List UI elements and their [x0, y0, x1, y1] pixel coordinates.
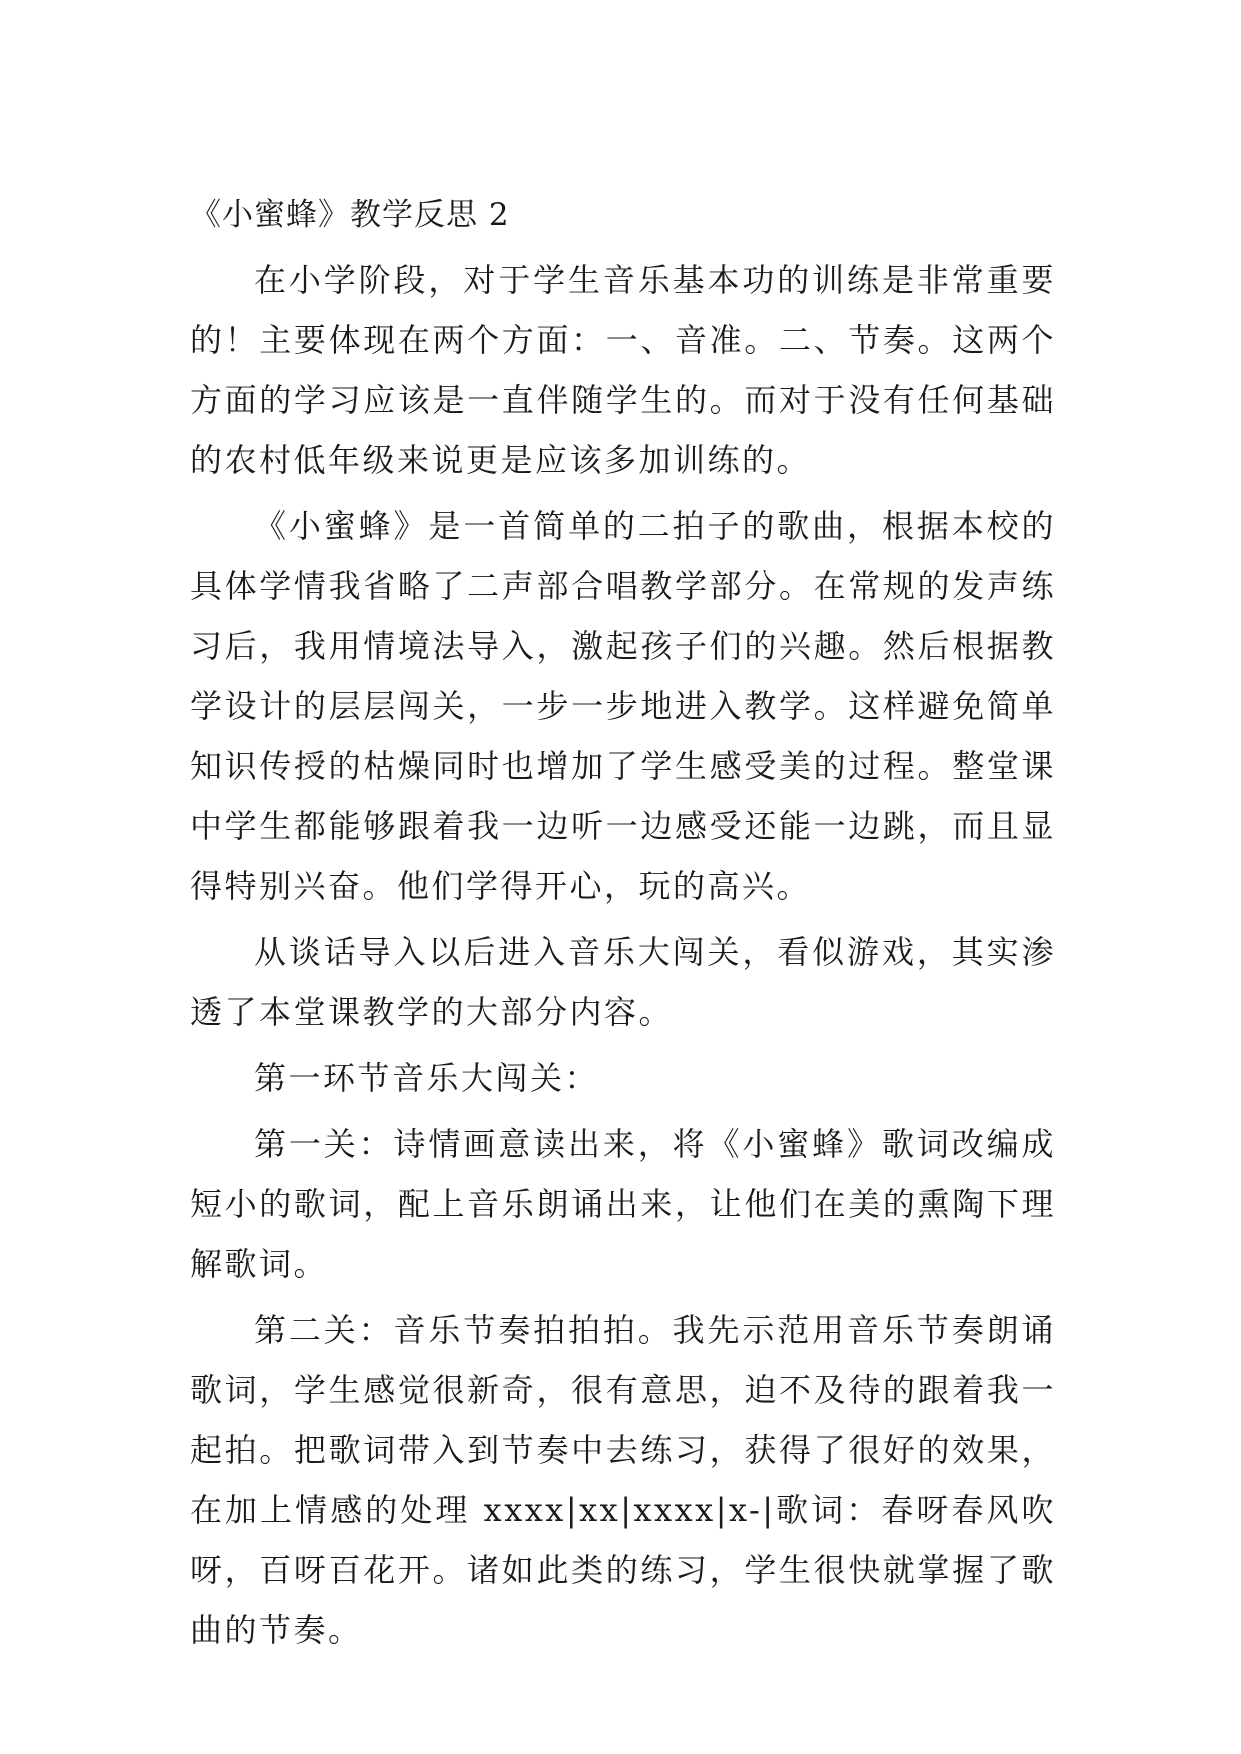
paragraph-level-one: 第一关：诗情画意读出来，将《小蜜蜂》歌词改编成短小的歌词，配上音乐朗诵出来，让他们在美的熏陶下理解歌词。 — [190, 1125, 1056, 1283]
paragraph-section-heading: 第一环节音乐大闯关： — [254, 1059, 600, 1097]
paragraph-level-two: 第二关：音乐节奏拍拍拍。我先示范用音乐节奏朗诵歌词，学生感觉很新奇，很有意思，迫不及待的跟着我一起拍。把歌词带入到节奏中去练习，获得了很好的效果，在加上情感的处理 xxxx|xx|xxxx|x-|歌词：春呀春风吹呀，百呀百花开。诸如此类的练习，学生很快就掌握了歌曲的节奏。 — [190, 1311, 1056, 1649]
document-title: 《小蜜蜂》教学反思 2 — [190, 197, 510, 233]
paragraph-intro: 在小学阶段，对于学生音乐基本功的训练是非常重要的！主要体现在两个方面：一、音准。二、节奏。这两个方面的学习应该是一直伴随学生的。而对于没有任何基础的农村低年级来说更是应该多加训练的。 — [190, 261, 1056, 479]
paragraph-lesson-overview: 《小蜜蜂》是一首简单的二拍子的歌曲，根据本校的具体学情我省略了二声部合唱教学部分。在常规的发声练习后，我用情境法导入，激起孩子们的兴趣。然后根据教学设计的层层闯关，一步一步地进入教学。这样避免简单知识传授的枯燥同时也增加了学生感受美的过程。整堂课中学生都能够跟着我一边听一边感受还能一边跳，而且显得特别兴奋。他们学得开心，玩的高兴。 — [190, 507, 1056, 905]
paragraph-game-intro: 从谈话导入以后进入音乐大闯关，看似游戏，其实渗透了本堂课教学的大部分内容。 — [190, 933, 1056, 1031]
document-page — [190, 190, 1056, 1666]
